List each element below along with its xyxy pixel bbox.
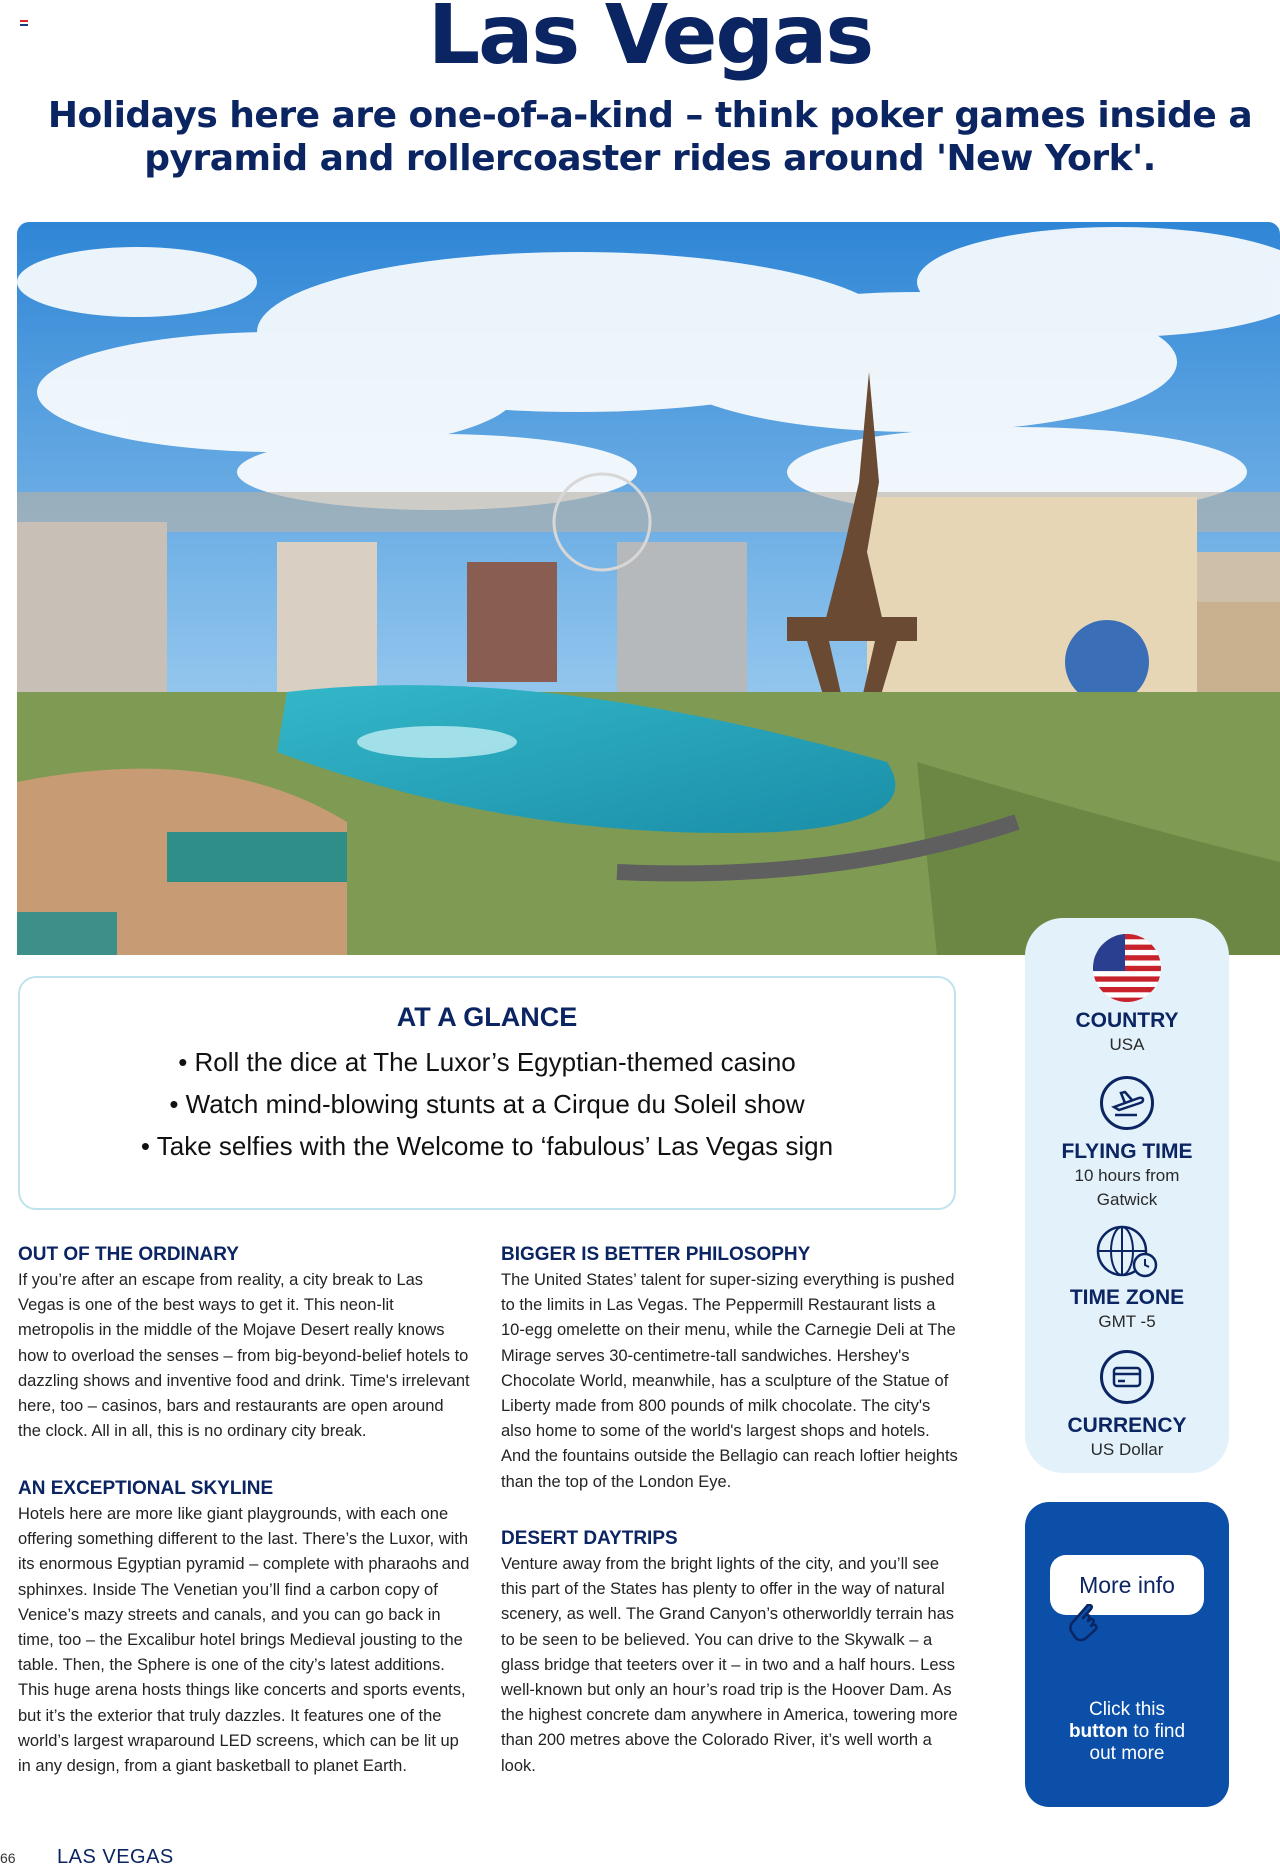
us-flag-icon xyxy=(1093,934,1161,1002)
section-body: Hotels here are more like giant playgrounds, with each one offering something different to the last. There’s the Luxor, with its enormous Egyptian pyramid – complete with pharaohs and sphinxes. Inside The Venetian you’ll find a carbon copy of Venice’s mazy streets and canals, and you can go back in time, too – the Excalibur hotel brings Medieval jousting to the table. Then, the Sphere is one of the city’s latest additions. This huge arena hosts things like concerts and sports events, but it’s the exterior that truly dazzles. It features one of the world’s largest wraparound LED screens, which can be lit up in any design, from a giant basketball to planet Earth. xyxy=(18,1505,470,1776)
hero-photo xyxy=(17,222,1280,955)
fact-currency xyxy=(1025,1350,1229,1462)
at-a-glance-heading: AT A GLANCE xyxy=(396,1002,578,1032)
section-heading: AN EXCEPTIONAL SKYLINE xyxy=(18,1478,274,1499)
section-heading: DESERT DAYTRIPS xyxy=(501,1528,678,1549)
more-info-panel xyxy=(1025,1502,1229,1807)
more-info-button[interactable]: More info xyxy=(1050,1555,1204,1615)
airplane-icon xyxy=(1100,1076,1154,1130)
page-title: Las Vegas xyxy=(427,0,873,83)
at-a-glance-box xyxy=(18,976,956,1210)
section-body: Venture away from the bright lights of the city, and you’ll see this part of the States has plenty to offer in the way of natural scenery, as well. The Grand Canyon’s otherworldly terrain has to be seen to be believed. You can drive to the Skywalk – a glass bridge that teeters over it – in two and a half hours. Less well-known but only an hour’s road trip is the Hoover Dam. As the highest concrete dam anywhere in America, towering more than 200 metres above the Colorado River, it’s well worth a look. xyxy=(501,1555,958,1775)
page-subtitle: Holidays here are one-of-a-kind – think poker games inside a pyramid and rollercoaster rides around 'New York'. xyxy=(47,95,1253,179)
globe-clock-icon xyxy=(1095,1224,1159,1280)
fact-flying-time xyxy=(1025,1076,1229,1212)
list-item: • Roll the dice at The Luxor’s Egyptian-themed casino xyxy=(178,1047,796,1077)
section-heading: BIGGER IS BETTER PHILOSOPHY xyxy=(501,1244,811,1265)
fact-value: USA xyxy=(1109,1035,1145,1054)
list-item: • Take selfies with the Welcome to ‘fabulous’ Las Vegas sign xyxy=(140,1131,834,1161)
fact-label: CURRENCY xyxy=(1067,1414,1187,1437)
footer-section-title: LAS VEGAS xyxy=(57,1846,174,1868)
key-facts-panel xyxy=(1025,918,1229,1473)
section-desert-daytrips xyxy=(501,1526,963,1779)
section-heading: OUT OF THE ORDINARY xyxy=(18,1244,239,1265)
section-body: If you’re after an escape from reality, a city break to Las Vegas is one of the best ways to get it. This neon-lit metropolis in the middle of the Mojave Desert really knows how to overload the senses – from big-beyond-belief hotels to dazzling shows and inventive food and drink. Time's irrelevant here, too – casinos, bars and restaurants are open around the clock. All in all, this is no ordinary city break. xyxy=(18,1271,470,1441)
fact-value: US Dollar xyxy=(1090,1440,1164,1459)
fact-label: FLYING TIME xyxy=(1061,1140,1193,1163)
fact-label: TIME ZONE xyxy=(1069,1286,1185,1309)
fact-country xyxy=(1025,934,1229,1057)
pointing-hand-icon xyxy=(1065,1604,1105,1653)
page-number: 66 xyxy=(0,1850,16,1866)
more-info-note: Click this button to find out more xyxy=(1068,1699,1186,1764)
at-a-glance-list xyxy=(20,1041,954,1167)
list-item: • Watch mind-blowing stunts at a Cirque du Soleil show xyxy=(169,1089,805,1119)
credit-card-icon xyxy=(1100,1350,1154,1404)
fact-value: 10 hours from xyxy=(1074,1166,1180,1185)
section-bigger-is-better xyxy=(501,1242,961,1495)
section-body: The United States’ talent for super-sizing everything is pushed to the limits in Las Vegas. The Peppermill Restaurant lists a 10-egg omelette on their menu, while the Carnegie Deli at The Mirage serves 30-centimetre-tall sandwiches. Hershey's Chocolate World, meanwhile, has a sculpture of the Statue of Liberty made from 800 pounds of milk chocolate. The city's also home to some of the world's largest shops and hotels. And the fountains outside the Bellagio can reach loftier heights than the top of the London Eye. xyxy=(501,1271,958,1491)
section-exceptional-skyline xyxy=(18,1476,474,1779)
section-out-of-the-ordinary xyxy=(18,1242,470,1444)
fact-value: Gatwick xyxy=(1096,1190,1158,1209)
fact-value: GMT -5 xyxy=(1098,1312,1156,1331)
fact-time-zone xyxy=(1025,1224,1229,1334)
fact-label: COUNTRY xyxy=(1075,1009,1179,1032)
